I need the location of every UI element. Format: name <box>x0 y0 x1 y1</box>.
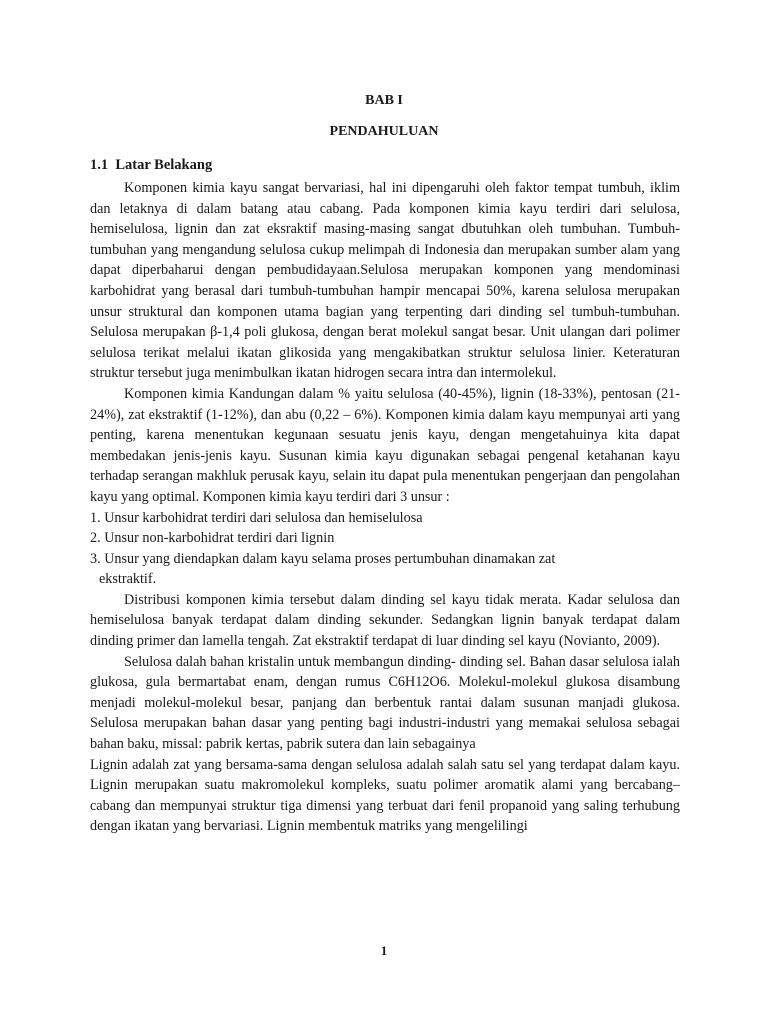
document-body <box>90 178 680 837</box>
paragraph-4: Selulosa dalah bahan kristalin untuk membangun dinding- dinding sel. Bahan dasar selulosa ialah glukosa, gula bermartabat enam, dengan rumus C6H12O6. Molekul-molekul glukosa disambung menjadi molekul-molekul besar, panjang dan berbentuk rantai dalam susunan manjadi glukosa. Selulosa merupakan bahan dasar yang penting bagi industri-industri yang memakai selulosa sebagai bahan baku, missal: pabrik kertas, pabrik sutera dan lain sebagainya <box>90 653 680 753</box>
list-item: 1. Unsur karbohidrat terdiri dari selulosa dan hemiselulosa <box>90 509 423 526</box>
list-item-continuation: ekstraktif. <box>99 571 157 588</box>
page-number: 1 <box>380 943 388 958</box>
paragraph-5: Lignin adalah zat yang bersama-sama dengan selulosa adalah salah satu sel yang terdapat dalam kayu. Lignin merupakan suatu makromolekul kompleks, suatu polimer aromatik alami yang bercabang–cabang dan mempunyai struktur tiga dimensi yang terbuat dari fenil propanoid yang saling terhubung dengan ikatan yang bervariasi. Lignin membentuk matriks yang mengelilingi <box>90 756 680 835</box>
list-item: 3. Unsur yang diendapkan dalam kayu selama proses pertumbuhan dinamakan zat <box>90 550 556 567</box>
paragraph-3: Distribusi komponen kimia tersebut dalam dinding sel kayu tidak merata. Kadar selulosa dan hemiselulosa banyak terdapat dalam dinding sekunder. Sedangkan lignin banyak terdapat dalam dinding primer dan lamella tengah. Zat ekstraktif terdapat di luar dinding sel kayu (Novianto, 2009). <box>90 591 680 650</box>
chapter-title: PENDAHULUAN <box>329 124 439 139</box>
paragraph-1: Komponen kimia kayu sangat bervariasi, hal ini dipengaruhi oleh faktor tempat tumbuh, iklim dan letaknya di dalam batang atau cabang. Pada komponen kimia kayu terdiri dari selulosa, hemiselulosa, lignin dan zat eksraktif masing-masing sangat dbutuhkan oleh tumbuhan. Tumbuh-tumbuhan yang mengandung selulosa cukup melimpah di Indonesia dan merupakan sumber alam yang dapat diperbaharui dengan pembudidayaan.Selulosa merupakan komponen yang mendominasi karbohidrat yang berasal dari tumbuh-tumbuhan hampir mencapai 50%, karena selulosa merupakan unsur struktural dan komponen utama bagian yang terpenting dari dinding sel tumbuh-tumbuhan. Selulosa merupakan β-1,4 poli glukosa, dengan berat molekul sangat besar. Unit ulangan dari polimer selulosa terikat melalui ikatan glikosida yang mengakibatkan struktur selulosa linier. Keteraturan struktur tersebut juga menimbulkan ikatan hidrogen secara intra dan intermolekul. <box>90 180 680 382</box>
paragraph-2: Komponen kimia Kandungan dalam % yaitu selulosa (40-45%), lignin (18-33%), pentosan (21-24%), zat ekstraktif (1-12%), dan abu (0,22 – 6%). Komponen kimia dalam kayu mempunyai arti yang penting, karena menentukan kegunaan sesuatu jenis kayu, dengan mengetahuinya kita dapat membedakan jenis-jenis kayu. Susunan kimia kayu digunakan sebagai pengenal ketahanan kayu terhadap serangan makhluk perusak kayu, selain itu dapat pula menentukan pengerjaan dan pengolahan kayu yang optimal. Komponen kimia kayu terdiri dari 3 unsur : <box>90 385 680 505</box>
chapter-number: BAB I <box>365 93 403 108</box>
component-list <box>90 508 680 590</box>
section-heading: 1.1 Latar Belakang <box>90 157 213 173</box>
list-item: 2. Unsur non-karbohidrat terdiri dari lignin <box>90 530 335 547</box>
